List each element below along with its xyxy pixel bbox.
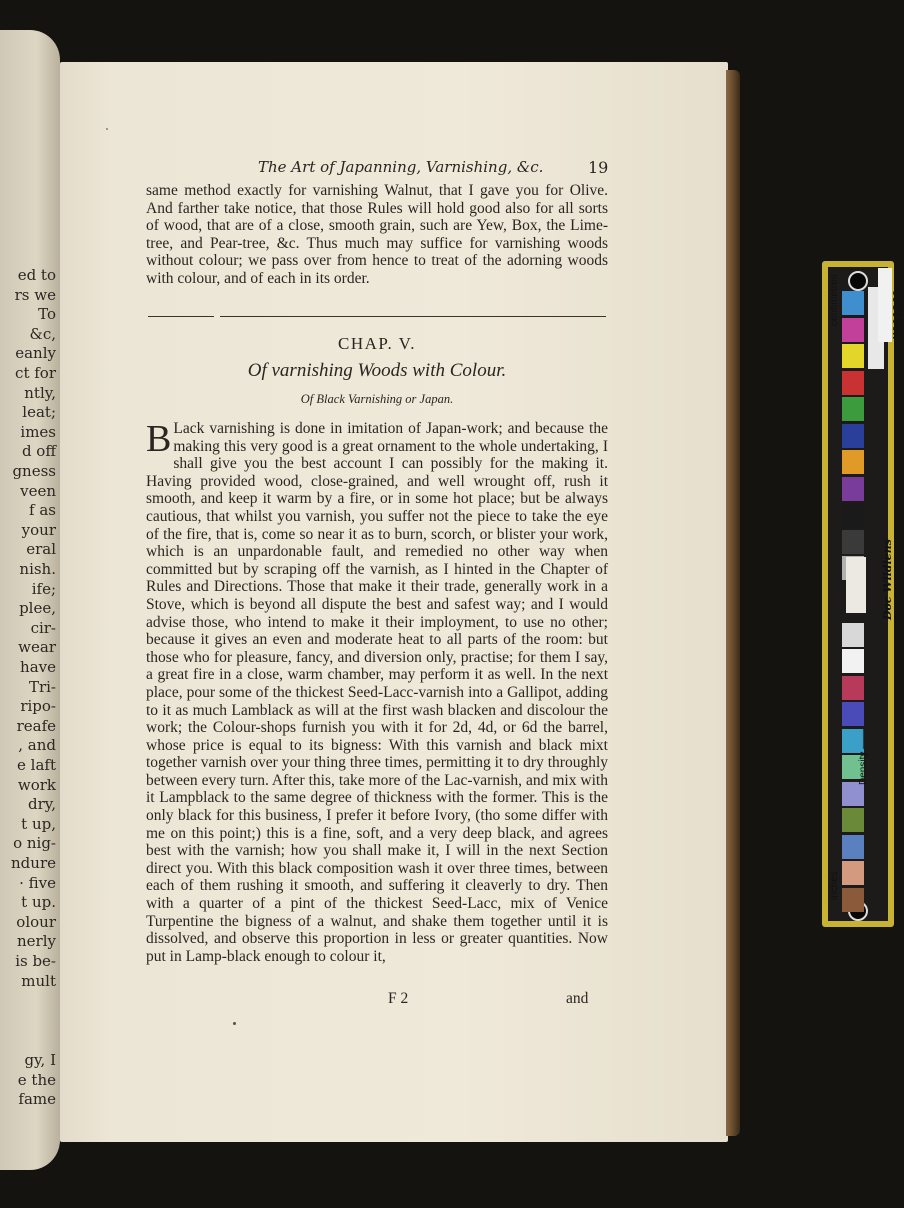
- left-page-fragment: ife;: [31, 579, 56, 598]
- registration-circle-icon: [848, 271, 868, 291]
- color-swatch: [842, 808, 864, 832]
- color-swatch: [842, 371, 864, 395]
- color-swatch: [842, 835, 864, 859]
- main-paragraph: [146, 420, 608, 965]
- left-page-fragment: o nig-: [13, 834, 56, 853]
- color-swatch: [842, 503, 864, 527]
- left-page-fragment: t up,: [21, 814, 56, 833]
- left-page-fragment: veen: [20, 481, 56, 500]
- left-page-fragment: ripo-: [20, 697, 56, 716]
- density-label: Density ——: [858, 728, 869, 785]
- left-page-fragment: ct for: [15, 364, 56, 382]
- target-label-block: [846, 557, 866, 613]
- left-page-fragment: fame: [18, 1090, 56, 1109]
- left-page-fragment: rs we: [14, 285, 56, 304]
- left-page-fragment: ndure: [11, 854, 56, 872]
- chapter-subtitle: Of Black Varnishing or Japan.: [300, 392, 454, 406]
- left-page-fragment: wear: [18, 638, 56, 657]
- left-page-fragment: leat;: [22, 403, 56, 422]
- color-swatch: [842, 649, 864, 673]
- left-page-fragment: your: [21, 520, 56, 539]
- target-brand: Doc Wildlens: [881, 539, 894, 620]
- left-page-fragment: plee,: [19, 599, 56, 618]
- left-page-fragment: ntly,: [24, 383, 56, 402]
- left-page-fragment: · five: [19, 873, 56, 892]
- left-page-fragment: e the: [17, 1070, 56, 1089]
- left-page-fragment: f as: [29, 501, 56, 520]
- left-page-fragment: work: [17, 775, 56, 794]
- left-page-fragment: dry,: [27, 795, 56, 814]
- left-page-fragment: , and: [18, 736, 56, 755]
- chapter-number: CHAP. V.: [338, 334, 416, 353]
- left-page-fragment: imes: [20, 422, 56, 441]
- inches-label: inches: [829, 871, 840, 900]
- left-page-fragment: have: [20, 658, 56, 676]
- color-swatch: [842, 397, 864, 421]
- color-swatch: [842, 291, 864, 315]
- left-page-fragment: To: [38, 305, 56, 324]
- chapter-title: Of varnishing Woods with Colour.: [247, 360, 507, 381]
- section-rule: [148, 316, 606, 317]
- left-facing-page: [0, 30, 60, 1170]
- continued-paragraph: same method exactly for varnishing Walnut, that I gave you for Olive. And farther take notice, that those Rules will hold good also for all sorts of wood, that are of a close, smooth grain, such are Yew, Box, the Lime-tree, and Pear-tree, &c. Thus much may suffice for varnishing woods without colour; we pass over from hence to treat of the adorning woods with colour, and of each in its order.: [146, 182, 608, 287]
- drop-cap: B: [146, 418, 172, 460]
- centimetres-label: centimetres: [829, 274, 840, 326]
- catchword: and: [566, 990, 589, 1007]
- left-page-fragment: e laft: [17, 756, 56, 774]
- color-swatch: [842, 318, 864, 342]
- color-swatch: [842, 623, 864, 647]
- left-page-fragment: eanly: [15, 344, 56, 363]
- target-identifier: M001369: [891, 289, 904, 339]
- color-swatch: [842, 702, 864, 726]
- identifier-box: [878, 268, 892, 342]
- running-head: The Art of Japanning, Varnishing, &c.: [258, 158, 544, 176]
- color-swatch: [842, 782, 864, 806]
- color-swatch: [842, 344, 864, 368]
- color-swatch: [842, 424, 864, 448]
- left-page-fragment: gness: [12, 462, 56, 480]
- left-page-fragment: is be-: [15, 952, 56, 970]
- color-swatch: [842, 477, 864, 501]
- left-page-fragment: gy, I: [24, 1051, 56, 1070]
- page-edge: [726, 70, 740, 1136]
- left-page-fragment: ed to: [17, 266, 56, 284]
- left-page-fragment: olour: [16, 912, 56, 931]
- left-page-fragment: Tri-: [28, 677, 56, 696]
- color-swatch: [842, 861, 864, 885]
- main-paragraph-text: Lack varnishing is done in imitation of Japan-work; and because the making this very good is a great ornament to the whole undertaking, I shall give you the best account I can possibly for the making it. Having provided wood, close-grained, and well wrought off, rush it smooth, and keep it warm by a fire, or in some hot place; but be always cautious, that whilst you varnish, you suffer not the piece to take the eye of the fire, that is, come so near it as to burn, scorch, or blister your work, which is an unpardonable fault, and remedied no other way when committed but by scraping off the varnish, as I hinted in the Chapter of Rules and Directions. Those that make it their trade, generally work in a Stove, which is beyond all dispute the best and safest way; and I would advise those, who intend to make it their imployment, to use no other; because it gives an even and moderate heat to all parts of the room: but those who for pleasure, fancy, and diversion only, practise; for them I say, a great fire in a close, warm chamber, may perform it as well. In the next place, pour some of the thickest Seed-Lacc-varnish into a Gallipot, adding to it as much Lamblack as will at the first wash blacken and discolour the work; the Colour-shops furnish you with it for 2d, 4d, or 6d the barrel, whose price is equal to its bigness: With this varnish and black mixt together varnish over your thing three times, permitting it to dry throughly between every turn. After this, take more of the Lac-varnish, and mix with it Lampblack to the same degree of thickness with the former. This is the only black for this business, I prefer it before Ivory, (tho some differ with me on this point;) this is a fine, soft, and a very deep black, and agrees best with the varnish; how you shall make it, I will in the next Section direct you. With this black composition wash it over three times, between each of them rushing it smooth, and suffering it cleaverly to dry. Then with a quarter of a pint of the thickest Seed-Lacc, mix of Venice Turpentine the bigness of a walnut, and shake them together until it is dissolved, and observe this proportion in less or greater quantities. Now put in Lamp-black enough to colour it,: [146, 420, 608, 965]
- left-page-fragment: t up.: [21, 893, 56, 912]
- left-page-fragment: reafe: [16, 716, 56, 735]
- page-speck: [233, 1022, 236, 1025]
- left-page-fragment: nish.: [19, 560, 56, 578]
- left-page-fragment: d off: [21, 442, 56, 461]
- left-page-fragment: eral: [26, 540, 56, 559]
- page-speck: [106, 128, 108, 130]
- page-number: 19: [588, 158, 609, 177]
- color-swatch: [842, 530, 864, 554]
- color-swatch: [842, 450, 864, 474]
- left-page-fragment: cir-: [30, 618, 56, 637]
- signature-mark: F 2: [388, 990, 409, 1007]
- left-page-fragment: &c,: [29, 324, 56, 343]
- left-page-fragment: nerly: [17, 932, 56, 951]
- color-swatch: [842, 676, 864, 700]
- color-swatch: [842, 888, 864, 912]
- left-page-fragment: mult: [21, 971, 56, 990]
